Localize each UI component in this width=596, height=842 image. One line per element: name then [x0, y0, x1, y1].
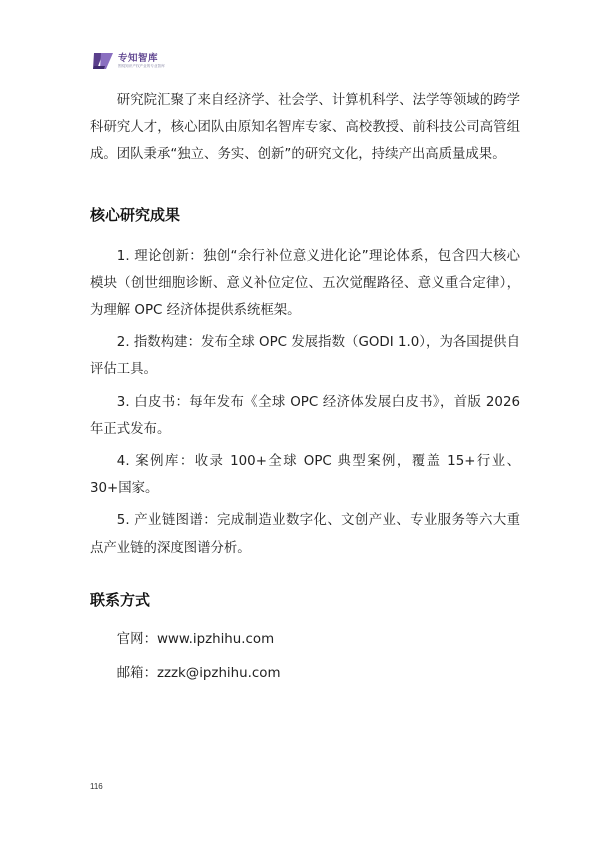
logo-text: [118, 53, 165, 69]
contact-heading: 联系方式: [90, 590, 151, 609]
website-line: 官网：www.ipzhihu.com: [116, 631, 275, 647]
contact-section: [90, 626, 520, 687]
page-content: [90, 87, 520, 694]
list-item: 2. 指数构建：发布全球 OPC 发展指数（GODI 1.0），为各国提供自评估工具。: [90, 335, 520, 378]
list-item: 4. 案例库：收录 100+全球 OPC 典型案例，覆盖 15+行业、30+国家。: [90, 454, 520, 497]
achievements-list: [90, 243, 520, 562]
email-line: 邮箱：zzzk@ipzhihu.com: [116, 665, 281, 681]
page-number: 116: [90, 782, 103, 791]
brand-logo: [93, 50, 165, 72]
achievements-heading: 核心研究成果: [90, 205, 181, 224]
zz-logo-icon: [93, 51, 115, 71]
list-item: 1. 理论创新：独创“余行补位意义进化论”理论体系，包含四大核心模块（创世细胞诊断、意义补位定位、五次觉醒路径、意义重合定律），为理解 OPC 经济体提供系统框架。: [90, 248, 520, 319]
logo-tagline: 围绕知识产权产业的专业智库: [118, 64, 165, 68]
list-item: 3. 白皮书：每年发布《全球 OPC 经济体发展白皮书》，首版 2026 年正式发布。: [90, 394, 520, 437]
intro-paragraph: 研究院汇聚了来自经济学、社会学、计算机科学、法学等领域的跨学科研究人才，核心团队由原知名智库专家、高校教授、前科技公司高管组成。团队秉承“独立、务实、创新”的研究文化，持续产出高质量成果。: [90, 93, 520, 163]
logo-name: 专知智库: [118, 53, 159, 64]
list-item: 5. 产业链图谱：完成制造业数字化、文创产业、专业服务等六大重点产业链的深度图谱分析。: [90, 513, 520, 556]
